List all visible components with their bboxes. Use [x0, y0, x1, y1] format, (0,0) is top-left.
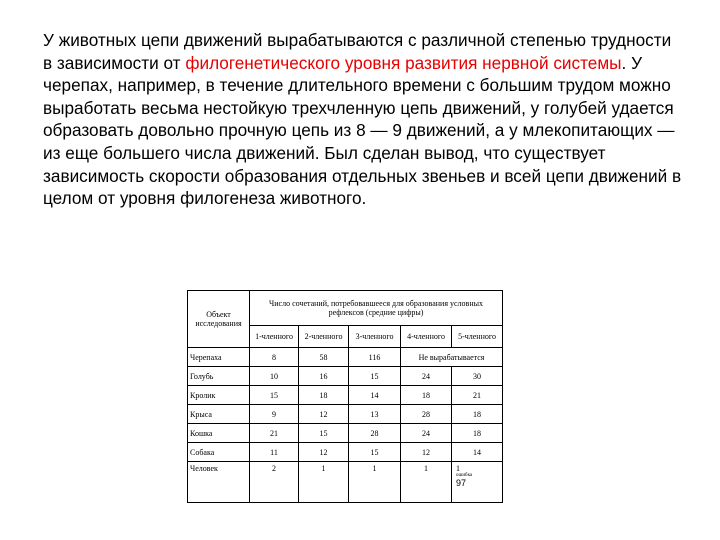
table-row — [188, 367, 503, 386]
table-cell: 8 — [250, 348, 299, 367]
paragraph-text-2: . У черепах, например, в течение длительного времени с большим трудом можно выработать весьма нестойкую трехчленную цепь движений, у голубей удается образовать довольно прочную цепь из 8 — 9 движений, а у млекопитающих — из еще большего числа движений. Был сделан вывод, что существует зависимость скорости образования отдельных звеньев и всей цепи движений в целом от уровня филогенеза животного. — [43, 52, 682, 209]
table-cell: 24 — [401, 367, 452, 386]
col-header-5: 5-членного — [452, 326, 503, 348]
table-cell-note: Не вырабатывается — [401, 348, 503, 367]
table-cell: 18 — [299, 386, 349, 405]
col-header-4: 4-членного — [401, 326, 452, 348]
body-paragraph — [43, 29, 683, 210]
table-cell: 14 — [349, 386, 401, 405]
table-cell: 18 — [452, 405, 503, 424]
table-row — [188, 348, 503, 367]
table-cell: 21 — [452, 386, 503, 405]
table-cell: 1 — [349, 462, 401, 503]
table-cell: 24 — [401, 424, 452, 443]
table-cell: 15 — [349, 443, 401, 462]
row-name: Собака — [188, 443, 250, 462]
table-cell: 28 — [401, 405, 452, 424]
table-cell: 12 — [299, 443, 349, 462]
table-cell: 9 — [250, 405, 299, 424]
row-name: Черепаха — [188, 348, 250, 367]
table-cell: 1 — [401, 462, 452, 503]
row-name: Кошка — [188, 424, 250, 443]
row-name: Человек — [188, 462, 250, 503]
table-cell: 15 — [349, 367, 401, 386]
table-cell: 10 — [250, 367, 299, 386]
table-row — [188, 462, 503, 503]
table-row — [188, 443, 503, 462]
table-cell: 18 — [401, 386, 452, 405]
object-header: Объект исследования — [188, 291, 250, 348]
table-cell: 16 — [299, 367, 349, 386]
table-cell: 116 — [349, 348, 401, 367]
table-cell: 18 — [452, 424, 503, 443]
table-cell: 2 — [250, 462, 299, 503]
row-name: Голубь — [188, 367, 250, 386]
table-cell-extra: 97 — [456, 478, 467, 488]
table-cell-subnote: ошибка — [456, 473, 473, 478]
table-cell: 14 — [452, 443, 503, 462]
group-header: Число сочетаний, потребовавшееся для образования условных рефлексов (средние цифры) — [250, 291, 503, 326]
table-cell: 21 — [250, 424, 299, 443]
row-name: Кролик — [188, 386, 250, 405]
table-cell: 12 — [401, 443, 452, 462]
col-header-3: 3-членного — [349, 326, 401, 348]
table-cell: 15 — [250, 386, 299, 405]
table-row — [188, 386, 503, 405]
table-cell: 1 — [299, 462, 349, 503]
table-cell: 15 — [299, 424, 349, 443]
table-cell-value: 1 — [456, 464, 460, 473]
results-table — [187, 290, 503, 503]
table-row — [188, 424, 503, 443]
paragraph-highlight: филогенетического уровня развития нервной системы — [185, 52, 622, 73]
col-header-1: 1-членного — [250, 326, 299, 348]
col-header-2: 2-членного — [299, 326, 349, 348]
table-cell: 13 — [349, 405, 401, 424]
table-cell: 58 — [299, 348, 349, 367]
results-table-container — [187, 290, 502, 503]
table-row — [188, 405, 503, 424]
table-cell: 12 — [299, 405, 349, 424]
row-name: Крыса — [188, 405, 250, 424]
table-cell: 28 — [349, 424, 401, 443]
table-cell-last — [452, 462, 503, 503]
paragraph-text-1: У животных цепи движений вырабатываются с различной степенью трудности в зависимости от — [43, 30, 672, 73]
table-cell: 11 — [250, 443, 299, 462]
table-cell: 30 — [452, 367, 503, 386]
